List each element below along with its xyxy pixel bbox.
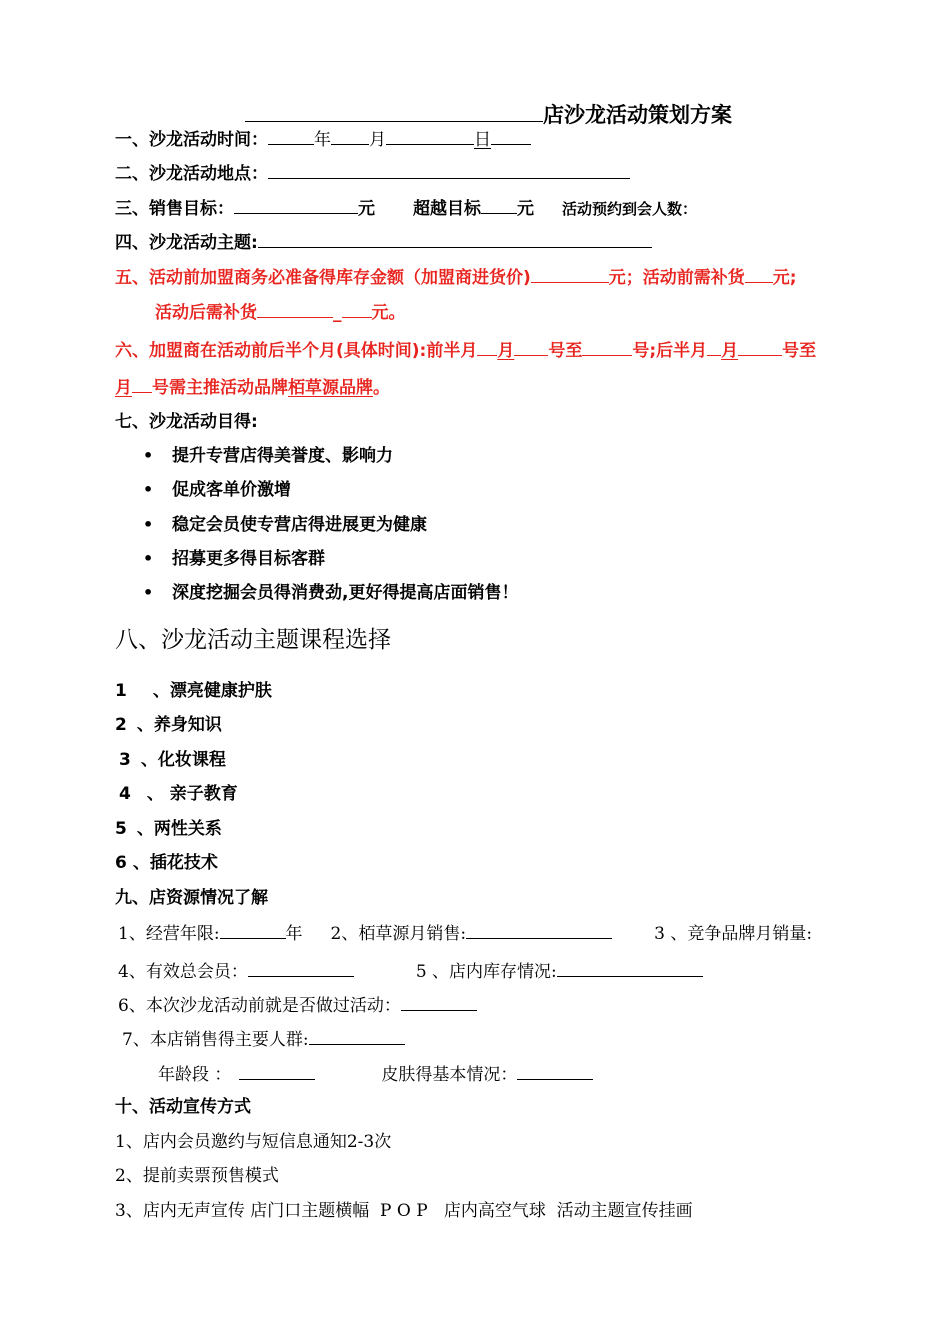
course-number: 3 bbox=[119, 750, 131, 770]
booking-count-label: 活动预约到会人数： bbox=[562, 200, 698, 218]
restock-after-label: 活动后需补货 bbox=[155, 303, 257, 323]
inventory-status-blank bbox=[557, 958, 703, 977]
course-item bbox=[119, 782, 238, 806]
years-blank bbox=[220, 920, 286, 939]
skin-condition-blank bbox=[517, 1061, 593, 1080]
members-blank bbox=[248, 958, 354, 977]
section-10-label: 十、活动宣传方式 bbox=[115, 1097, 251, 1117]
members-label: 4、有效总会员： bbox=[118, 962, 248, 982]
bullet-icon: • bbox=[143, 480, 154, 499]
inventory-status-label: 5 、店内库存情况: bbox=[415, 962, 557, 982]
restock-after-underscore: _ bbox=[333, 303, 342, 323]
end-month: 月 bbox=[115, 378, 132, 398]
sales-target-blank bbox=[234, 195, 358, 214]
second-half-label: 号;后半月 bbox=[632, 341, 708, 361]
course-item bbox=[115, 851, 218, 875]
day-blank-a bbox=[386, 126, 474, 145]
course-number: 1 bbox=[115, 681, 127, 701]
goal-item: 稳定会员使专营店得进展更为健康 bbox=[172, 515, 427, 535]
brand-name: 栢草源品牌 bbox=[288, 378, 373, 398]
title-text: 店沙龙活动策划方案 bbox=[543, 103, 732, 127]
restock-after-blank-b bbox=[342, 299, 372, 318]
theme-blank bbox=[258, 229, 652, 248]
course-item bbox=[115, 713, 222, 737]
document-title bbox=[245, 99, 732, 129]
sales-target-label: 三、销售目标： bbox=[115, 199, 234, 219]
skin-condition-label: 皮肤得基本情况： bbox=[381, 1065, 518, 1085]
section-6-line-2 bbox=[115, 374, 390, 400]
section-1-time bbox=[115, 126, 531, 152]
bullet-icon: • bbox=[143, 446, 154, 465]
course-number: 4 bbox=[119, 784, 131, 804]
section-9-label: 九、店资源情况了解 bbox=[115, 888, 268, 908]
course-item bbox=[119, 748, 226, 772]
second-half-blank-b bbox=[738, 337, 782, 356]
yuan-1: 元 bbox=[358, 199, 375, 219]
section-8-heading: 八、沙龙活动主题课程选择 bbox=[115, 627, 391, 653]
year-text: 年 bbox=[314, 130, 331, 150]
restock-before-blank bbox=[745, 264, 773, 283]
location-label: 二、沙龙活动地点： bbox=[115, 164, 268, 184]
location-blank bbox=[268, 160, 630, 179]
section-2-location bbox=[115, 160, 630, 186]
second-half-month: 月 bbox=[721, 341, 739, 361]
course-number: 6 bbox=[115, 853, 127, 873]
course-text: 、化妆课程 bbox=[140, 750, 226, 770]
main-customers-blank bbox=[309, 1026, 405, 1045]
day-blank-b bbox=[491, 126, 531, 145]
first-half-to: 号至 bbox=[548, 341, 583, 361]
restock-before-label: 元；活动前需补货 bbox=[608, 268, 745, 288]
goal-item: 深度挖掘会员得消费劲,更好得提高店面销售！ bbox=[172, 583, 519, 603]
section-7-goals-label: 七、沙龙活动目得: bbox=[115, 412, 258, 432]
restock-after-blank-a bbox=[257, 299, 333, 318]
promo-item: 1、店内会员邀约与短信息通知2-3次 bbox=[115, 1132, 392, 1152]
course-text: 、 亲子教育 bbox=[146, 784, 238, 804]
store-info-row-2 bbox=[118, 958, 703, 984]
goal-item: 招募更多得目标客群 bbox=[172, 549, 325, 569]
exceed-target-label: 超越目标 bbox=[413, 199, 481, 219]
age-group-label: 年龄段 ： bbox=[158, 1065, 232, 1085]
years-label: 1、经营年限: bbox=[118, 924, 220, 944]
years-unit: 年 bbox=[285, 924, 303, 944]
store-info-row-3 bbox=[118, 992, 477, 1018]
time-label: 一、沙龙活动时间： bbox=[115, 130, 268, 150]
section-4-theme bbox=[115, 229, 652, 255]
previous-event-blank bbox=[401, 992, 477, 1011]
goal-item: 促成客单价激增 bbox=[172, 480, 291, 500]
course-item bbox=[115, 817, 222, 841]
month-text: 月 bbox=[369, 130, 386, 150]
age-group-blank bbox=[239, 1061, 315, 1080]
store-info-row-1 bbox=[118, 920, 812, 946]
course-item bbox=[115, 679, 272, 703]
course-text: 、插花技术 bbox=[132, 853, 218, 873]
promo-item: 2、提前卖票预售模式 bbox=[115, 1166, 279, 1186]
monthly-sales-label: 2、栢草源月销售: bbox=[330, 924, 467, 944]
competitor-sales-label: 3 、竞争品牌月销量: bbox=[654, 924, 813, 944]
store-info-row-4 bbox=[122, 1026, 405, 1052]
second-half-blank-a bbox=[707, 337, 721, 356]
promo-item: 3、店内无声宣传 店门口主题横幅 P O P 店内高空气球 活动主题宣传挂画 bbox=[115, 1201, 693, 1221]
inventory-blank bbox=[531, 264, 609, 283]
main-customers-label: 7、本店销售得主要人群: bbox=[122, 1030, 309, 1050]
second-half-to: 号至 bbox=[782, 341, 817, 361]
section-5-line-1 bbox=[115, 264, 797, 290]
title-blank bbox=[245, 99, 543, 122]
course-text: 、两性关系 bbox=[136, 819, 222, 839]
section-5-line-2 bbox=[155, 299, 406, 325]
theme-label: 四、沙龙活动主题: bbox=[115, 233, 258, 253]
month-blank bbox=[331, 126, 369, 145]
day-text: 日 bbox=[474, 130, 491, 150]
schedule-label: 六、加盟商在活动前后半个月(具体时间):前半月 bbox=[115, 341, 478, 361]
yuan-2: 元 bbox=[517, 199, 534, 219]
goal-item: 提升专营店得美誉度、影响力 bbox=[172, 446, 393, 466]
previous-event-label: 6、本次沙龙活动前就是否做过活动： bbox=[118, 996, 401, 1016]
first-half-blank-c bbox=[582, 337, 632, 356]
section-6-line-1 bbox=[115, 337, 816, 363]
course-number: 5 bbox=[115, 819, 127, 839]
store-info-row-5 bbox=[158, 1061, 593, 1087]
monthly-sales-blank bbox=[466, 920, 612, 939]
first-half-blank-b bbox=[514, 337, 548, 356]
restock-before-unit: 元; bbox=[772, 268, 797, 288]
bullet-icon: • bbox=[143, 583, 154, 602]
exceed-target-blank bbox=[481, 195, 517, 214]
course-number: 2 bbox=[115, 715, 127, 735]
restock-after-unit: 元。 bbox=[371, 303, 406, 323]
year-blank bbox=[268, 126, 314, 145]
inventory-label: 五、活动前加盟商务必准备得库存金额（加盟商进货价) bbox=[115, 268, 531, 288]
bullet-icon: • bbox=[143, 515, 154, 534]
end-blank bbox=[132, 374, 152, 393]
bullet-icon: • bbox=[143, 549, 154, 568]
section-3-sales-target bbox=[115, 195, 697, 221]
first-half-blank-a bbox=[477, 337, 497, 356]
course-text: 、漂亮健康护肤 bbox=[152, 681, 272, 701]
course-text: 、养身知识 bbox=[136, 715, 222, 735]
first-half-month: 月 bbox=[497, 341, 515, 361]
main-brand-label: 号需主推活动品牌 bbox=[152, 378, 288, 398]
line-end: 。 bbox=[373, 378, 390, 398]
